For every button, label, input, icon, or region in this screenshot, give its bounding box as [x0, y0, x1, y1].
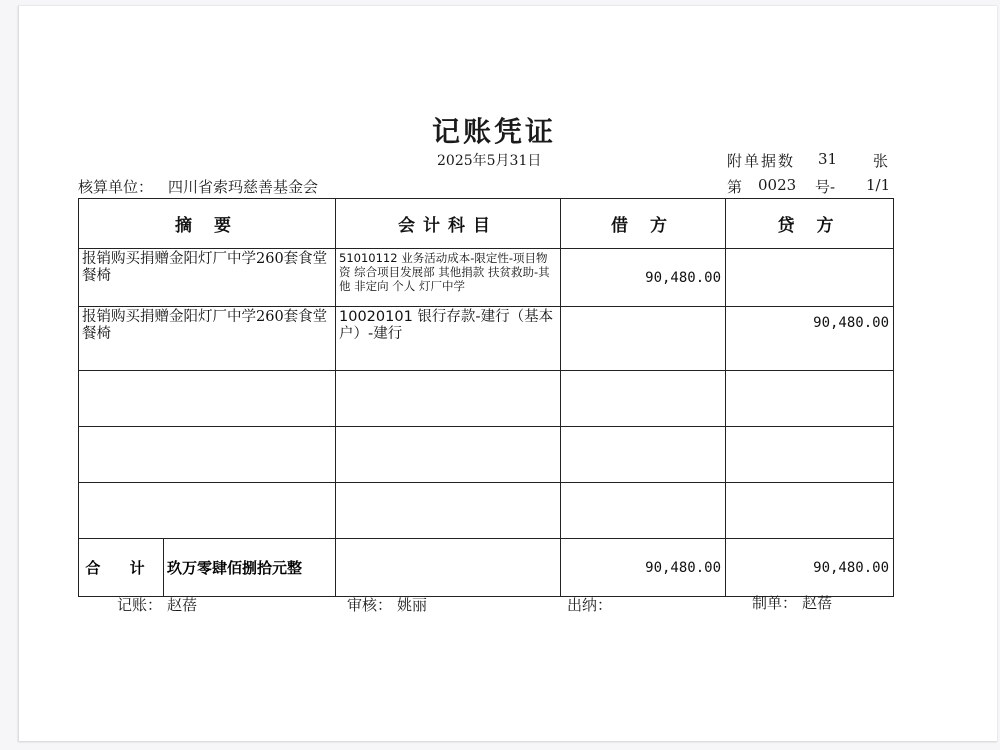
- voucher-no-suffix: 号-: [815, 178, 836, 196]
- entry-summary: 报销购买捐赠金阳灯厂中学260套食堂餐椅: [79, 249, 336, 307]
- table-row-empty: [79, 483, 894, 539]
- entry-credit: 90,480.00: [726, 307, 894, 371]
- voucher-page: 1/1: [866, 176, 891, 194]
- entry-account: 51010112 业务活动成本-限定性-项目物资 综合项目发展部 其他捐款 扶贫救助-其他 非定向 个人 灯厂中学: [336, 249, 561, 307]
- total-left-cell: [79, 539, 336, 597]
- column-header-debit: 借 方: [561, 199, 726, 249]
- total-credit: 90,480.00: [726, 539, 894, 597]
- entry-credit: [726, 249, 894, 307]
- table-row: [79, 249, 894, 307]
- attachments-label: 附单据数: [727, 152, 796, 170]
- total-label: 合 计: [79, 539, 164, 596]
- voucher-title: 记账凭证: [432, 115, 557, 148]
- attachments-unit: 张: [873, 152, 889, 170]
- unit-label: 核算单位：: [78, 178, 154, 196]
- preparer-name: 赵蓓: [802, 594, 833, 612]
- table-row: [79, 307, 894, 371]
- entry-debit: [561, 307, 726, 371]
- unit-name: 四川省索玛慈善基金会: [168, 178, 319, 196]
- column-header-account: 会计科目: [336, 199, 561, 249]
- table-header-row: [79, 199, 894, 249]
- entry-debit: 90,480.00: [561, 249, 726, 307]
- total-words-continuation: [336, 539, 561, 597]
- bookkeeper-name: 赵蓓: [167, 596, 198, 614]
- column-header-summary: 摘 要: [79, 199, 336, 249]
- cashier-label: 出纳：: [567, 596, 613, 614]
- table-row-empty: [79, 427, 894, 483]
- voucher-no-number: 0023: [758, 176, 797, 194]
- total-amount-in-words: 玖万零肆佰捌拾元整: [167, 559, 303, 577]
- preparer-label: 制单：: [752, 594, 798, 612]
- attachments-count: 31: [818, 150, 838, 168]
- bookkeeper-label: 记账：: [117, 596, 163, 614]
- entry-summary: 报销购买捐赠金阳灯厂中学260套食堂餐椅: [79, 307, 336, 371]
- reviewer-label: 审核：: [347, 596, 393, 614]
- voucher-date: 2025年5月31日: [437, 153, 542, 169]
- reviewer-name: 姚丽: [397, 596, 428, 614]
- voucher-table: [78, 198, 894, 597]
- column-header-credit: 贷 方: [726, 199, 894, 249]
- total-row: [79, 539, 894, 597]
- voucher-no-prefix: 第: [727, 178, 743, 196]
- table-row-empty: [79, 371, 894, 427]
- total-debit: 90,480.00: [561, 539, 726, 597]
- entry-account: 10020101 银行存款-建行（基本户）-建行: [336, 307, 561, 371]
